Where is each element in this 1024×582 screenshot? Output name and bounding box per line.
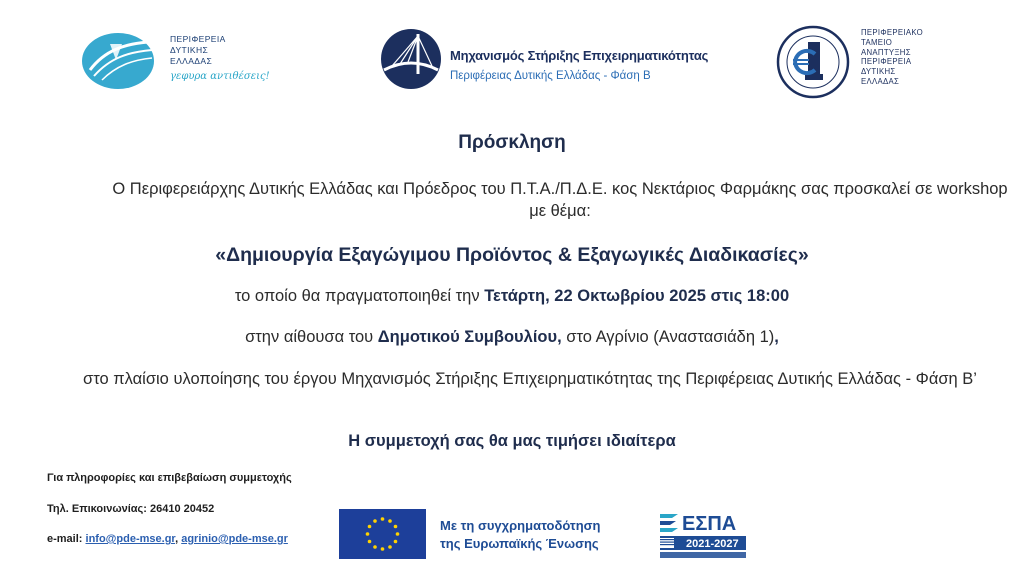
mechanism-subtitle: Περιφέρειας Δυτικής Ελλάδας - Φάση Β bbox=[450, 70, 651, 82]
invitation-intro: Ο Περιφερειάρχης Δυτικής Ελλάδας και Πρόεδρος του Π.Τ.Α./Π.Δ.Ε. κος Νεκτάριος Φαρμάκης σας προσκαλεί σε workshop με θέμα: bbox=[112, 180, 1008, 220]
info-label: Για πληροφορίες και επιβεβαίωση συμμετοχής bbox=[47, 472, 292, 484]
espa-emblem-icon bbox=[656, 508, 748, 560]
invitation-title: Πρόσκληση bbox=[458, 132, 566, 153]
eu-star bbox=[373, 545, 377, 549]
pta-logo bbox=[775, 24, 975, 100]
espa-name: ΕΣΠΑ bbox=[682, 513, 737, 535]
espa-logo bbox=[656, 508, 748, 560]
event-date: Τετάρτη, 22 Οκτωβρίου 2025 στις 18:00 bbox=[484, 287, 790, 305]
event-place-line bbox=[0, 328, 1024, 347]
pde-logo-text: ΠΕΡΙΦΕΡΕΙΑ ΔΥΤΙΚΗΣ ΕΛΛΑΔΑΣ bbox=[170, 34, 226, 66]
mechanism-title: Μηχανισμός Στήριξης Επιχειρηματικότητας bbox=[450, 48, 709, 63]
eu-star bbox=[381, 547, 385, 551]
eu-star bbox=[368, 540, 372, 544]
eu-star bbox=[394, 540, 398, 544]
email-label: e-mail: bbox=[47, 533, 86, 545]
eu-star bbox=[381, 517, 385, 521]
mechanism-logo bbox=[378, 26, 718, 96]
project-frame: στο πλαίσιο υλοποίησης του έργου Μηχανισμός Στήριξης Επιχειρηματικότητας της Περιφέρειας Δυτικής Ελλάδας - Φάση Β’ bbox=[83, 370, 977, 388]
eu-cofunding-text: Με τη συγχρηματοδότηση της Ευρωπαϊκής Ένωσης bbox=[440, 518, 601, 551]
pde-logo bbox=[80, 30, 290, 92]
eu-star bbox=[373, 519, 377, 523]
eu-star bbox=[394, 525, 398, 529]
bridge-emblem-icon bbox=[378, 26, 444, 92]
contact-phone: Τηλ. Επικοινωνίας: 26410 20452 bbox=[47, 503, 215, 515]
pde-slogan: γεφυρα αντιθέσεις! bbox=[170, 71, 270, 82]
honor-line: Η συμμετοχή σας θα μας τιμήσει ιδιαίτερα bbox=[348, 432, 676, 450]
eu-star bbox=[388, 545, 392, 549]
pta-logo-text: ΠΕΡΙΦΕΡΕΙΑΚΟ ΤΑΜΕΙΟ ΑΝΑΠΤΥΞΗΣ ΠΕΡΙΦΕΡΕΙΑ ΔΥΤΙΚΗΣ ΕΛΛΑΔΑΣ bbox=[861, 28, 924, 86]
place-comma: , bbox=[774, 328, 779, 346]
contact-email bbox=[47, 533, 288, 545]
eu-star bbox=[368, 525, 372, 529]
event-date-line bbox=[0, 287, 1024, 306]
pde-emblem-icon bbox=[80, 30, 160, 92]
email-separator: , bbox=[175, 533, 182, 545]
place-address: στο Αγρίνιο (Αναστασιάδη 1) bbox=[561, 328, 775, 346]
eu-star bbox=[396, 532, 400, 536]
eu-star bbox=[366, 532, 370, 536]
eu-star bbox=[388, 519, 392, 523]
place-prefix: στην αίθουσα του bbox=[245, 328, 378, 346]
workshop-title: «Δημιουργία Εξαγώγιμου Προϊόντος & Εξαγωγικές Διαδικασίες» bbox=[215, 244, 809, 266]
pta-seal-icon bbox=[775, 24, 851, 100]
eu-flag-icon bbox=[339, 509, 426, 559]
email-link-info[interactable]: info@pde-mse.gr bbox=[85, 533, 176, 545]
email-link-agrinio[interactable]: agrinio@pde-mse.gr bbox=[181, 533, 288, 545]
place-hall: Δημοτικού Συμβουλίου, bbox=[377, 328, 562, 346]
espa-years: 2021-2027 bbox=[686, 538, 739, 550]
date-prefix: το οποίο θα πραγματοποιηθεί την bbox=[234, 287, 485, 305]
